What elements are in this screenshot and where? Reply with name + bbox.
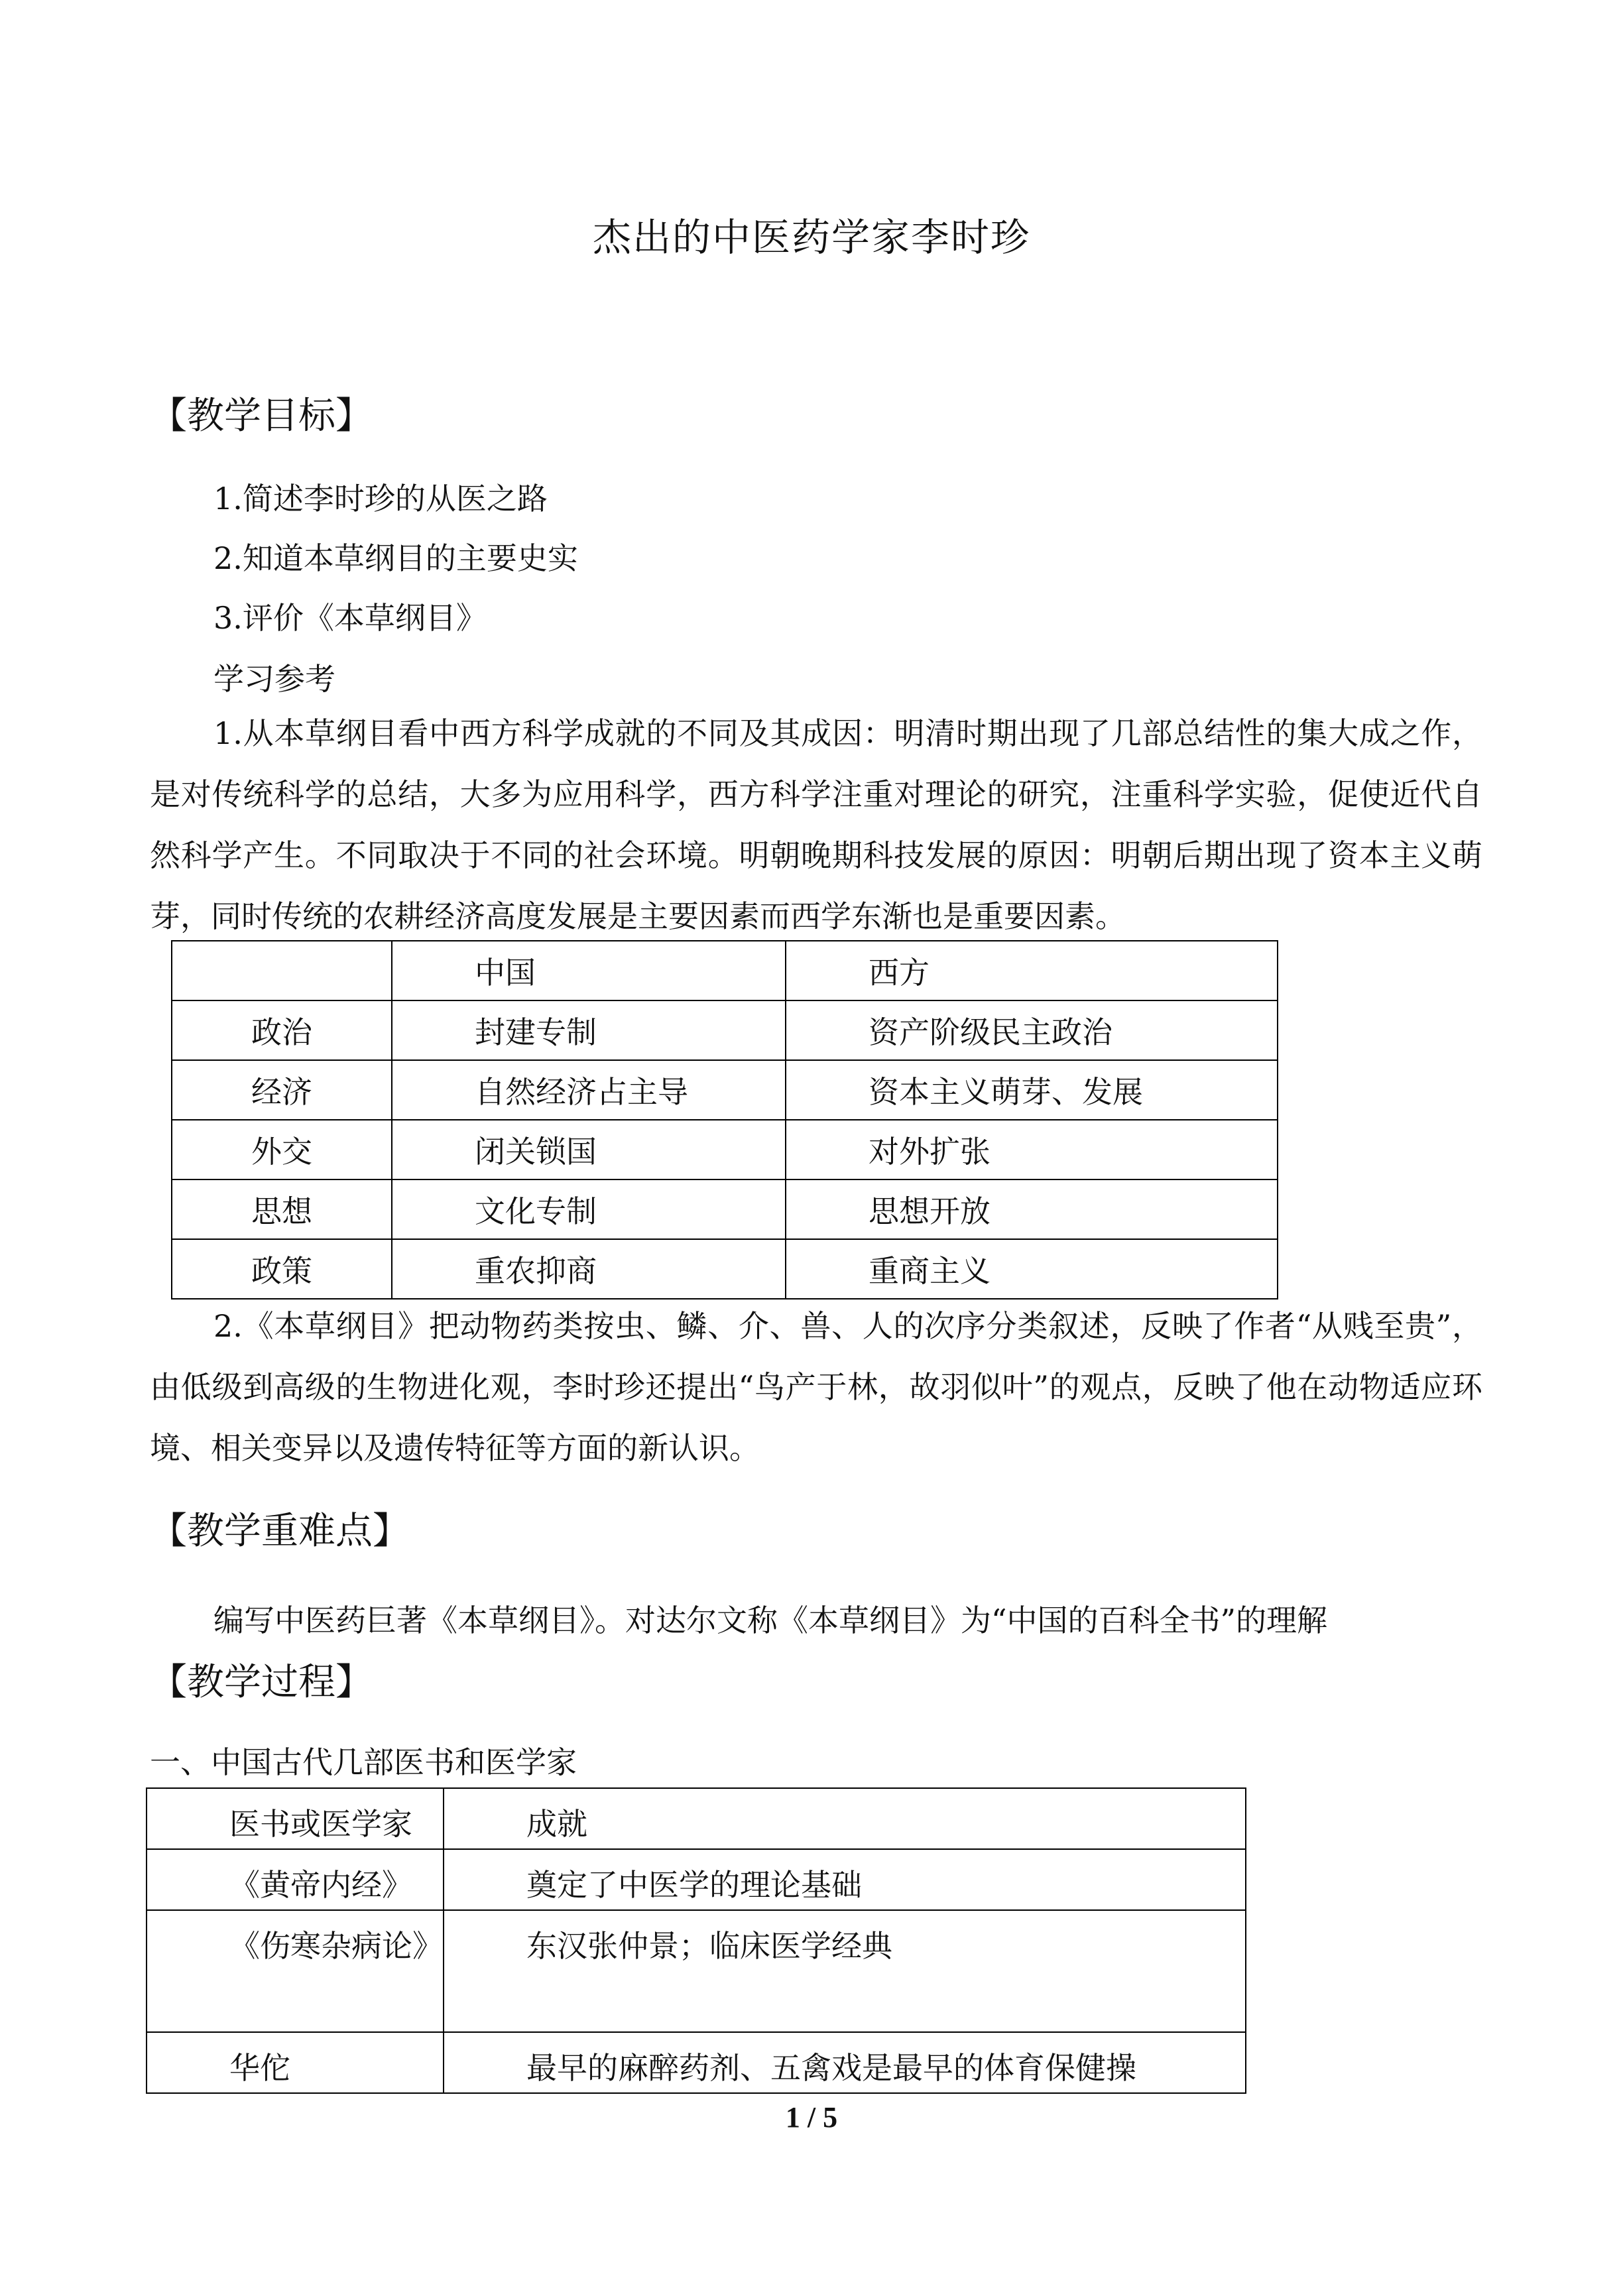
table-cell-text: 《伤寒杂病论》	[229, 1928, 443, 1964]
table-cell: 政策	[172, 1239, 392, 1299]
table-header-cell	[172, 941, 392, 1000]
key-points-text: 编写中医药巨著《本草纲目》。对达尔文称《本草纲目》为“中国的百科全书”的理解	[213, 1602, 1328, 1638]
table-cell: 自然经济占主导	[392, 1060, 786, 1120]
table-row	[172, 941, 1278, 1000]
table-cell: 思想	[172, 1179, 392, 1239]
objectives-heading: 【教学目标】	[150, 394, 373, 438]
table-row	[172, 1060, 1278, 1120]
table-cell: 最早的麻醉药剂、五禽戏是最早的体育保健操	[444, 2032, 1246, 2093]
table-row	[147, 1788, 1246, 1849]
table-cell: 外交	[172, 1120, 392, 1179]
table-row	[172, 1000, 1278, 1060]
table-cell: 经济	[172, 1060, 392, 1120]
table-header-cell: 医书或医学家	[147, 1788, 444, 1849]
medical-books-table	[146, 1787, 1246, 2094]
objective-item-3: 3.评价《本草纲目》	[213, 600, 487, 636]
objective-item-1: 1.简述李时珍的从医之路	[213, 481, 548, 516]
table-cell: 封建专制	[392, 1000, 786, 1060]
table-cell: 重商主义	[786, 1239, 1278, 1299]
table-cell: 重农抑商	[392, 1239, 786, 1299]
table-cell: 文化专制	[392, 1179, 786, 1239]
table-row	[147, 1910, 1246, 2032]
table-row	[172, 1239, 1278, 1299]
table-cell: 华佗	[147, 2032, 444, 2093]
table-cell: 东汉张仲景；临床医学经典	[444, 1910, 1246, 2032]
process-heading: 【教学过程】	[150, 1661, 373, 1704]
table-cell	[147, 1910, 444, 2032]
key-points-heading: 【教学重难点】	[150, 1510, 410, 1553]
process-subheading: 一、中国古代几部医书和医学家	[150, 1744, 577, 1780]
table-row	[172, 1179, 1278, 1239]
reference-paragraph-1: 1.从本草纲目看中西方科学成就的不同及其成因：明清时期出现了几部总结性的集大成之作，是对传统科学的总结，大多为应用科学，西方科学注重对理论的研究，注重科学实验，促使近代自然科学产生。不同取决于不同的社会环境。明朝晚期科技发展的原因：明朝后期出现了资本主义萌芽，同时传统的农耕经济高度发展是主要因素而西学东渐也是重要因素。	[150, 715, 1482, 934]
table-cell: 《黄帝内经》	[147, 1849, 444, 1910]
table-header-cell: 西方	[786, 941, 1278, 1000]
table-row	[147, 2032, 1246, 2093]
study-reference-label: 学习参考	[213, 661, 335, 697]
table-cell: 政治	[172, 1000, 392, 1060]
page-number: 1 / 5	[785, 2101, 838, 2134]
table-row	[172, 1120, 1278, 1179]
table-cell: 闭关锁国	[392, 1120, 786, 1179]
table-cell: 资产阶级民主政治	[786, 1000, 1278, 1060]
document-title: 杰出的中医药学家李时珍	[592, 215, 1030, 260]
objective-item-2: 2.知道本草纲目的主要史实	[213, 540, 578, 576]
table-cell: 思想开放	[786, 1179, 1278, 1239]
table-cell: 资本主义萌芽、发展	[786, 1060, 1278, 1120]
table-row	[147, 1849, 1246, 1910]
table-header-cell: 成就	[444, 1788, 1246, 1849]
comparison-table	[171, 940, 1278, 1299]
table-cell: 奠定了中医学的理论基础	[444, 1849, 1246, 1910]
reference-paragraph-2: 2.《本草纲目》把动物药类按虫、鳞、介、兽、人的次序分类叙述，反映了作者“从贱至贵”，由低级到高级的生物进化观，李时珍还提出“鸟产于林，故羽似叶”的观点，反映了他在动物适应环境、相关变异以及遗传特征等方面的新认识。	[150, 1308, 1482, 1466]
table-header-cell: 中国	[392, 941, 786, 1000]
table-cell: 对外扩张	[786, 1120, 1278, 1179]
